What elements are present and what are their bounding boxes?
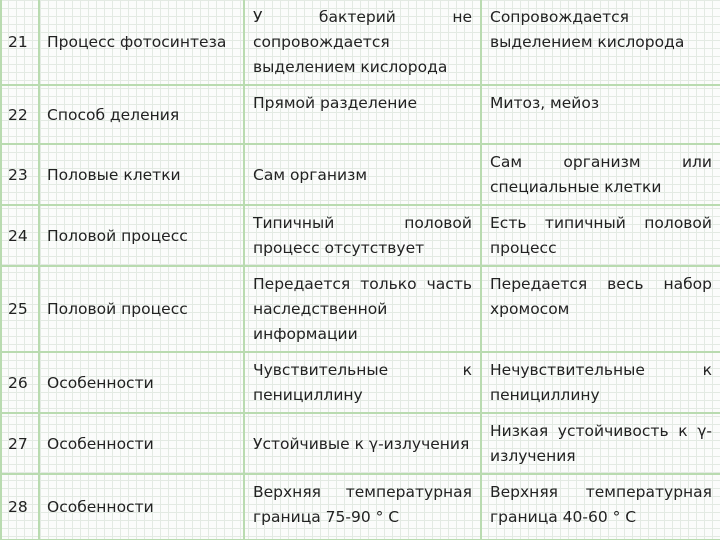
eukaryote-cell	[481, 144, 720, 205]
row-number: 22	[1, 85, 39, 144]
row-number: 26	[1, 352, 39, 413]
bacteria-text: Верхняя температурная граница 75-90 ° С	[253, 483, 472, 526]
eukaryote-cell	[481, 413, 720, 474]
row-number: 23	[1, 144, 39, 205]
feature-name: Способ деления	[39, 85, 244, 144]
table-row	[1, 205, 720, 266]
eukaryote-text: Верхняя температурная граница 40-60 ° С	[490, 483, 712, 526]
table-row	[1, 352, 720, 413]
feature-name: Особенности	[39, 413, 244, 474]
bacteria-text: У бактерий не сопровождается выделением кислорода	[253, 8, 472, 76]
row-number: 28	[1, 474, 39, 540]
bacteria-text: Устойчивые к γ-излучения	[253, 434, 470, 453]
table-row	[1, 413, 720, 474]
bacteria-cell	[244, 266, 481, 352]
bacteria-text: Чувствительные к пенициллину	[253, 361, 472, 404]
eukaryote-cell	[481, 205, 720, 266]
bacteria-cell	[244, 205, 481, 266]
bacteria-cell	[244, 144, 481, 205]
bacteria-cell	[244, 352, 481, 413]
eukaryote-text: Нечувствительные к пенициллину	[490, 361, 712, 404]
feature-name: Процесс фотосинтеза	[39, 0, 244, 85]
feature-name: Особенности	[39, 474, 244, 540]
bacteria-text: Сам организм	[253, 165, 368, 184]
bacteria-cell	[244, 0, 481, 85]
bacteria-text: Прямой разделение	[253, 94, 418, 112]
row-number: 24	[1, 205, 39, 266]
row-number: 21	[1, 0, 39, 85]
eukaryote-cell	[481, 474, 720, 540]
table-row	[1, 266, 720, 352]
eukaryote-text: Передается весь набор хромосом	[490, 275, 712, 318]
feature-name: Половые клетки	[39, 144, 244, 205]
bacteria-cell	[244, 85, 481, 144]
bacteria-cell	[244, 413, 481, 474]
eukaryote-cell	[481, 0, 720, 85]
row-number: 27	[1, 413, 39, 474]
eukaryote-text: Сопровождается выделением кислорода	[490, 8, 685, 51]
bacteria-text: Типичный половой процесс отсутствует	[253, 214, 472, 257]
table-row	[1, 474, 720, 540]
table-row	[1, 144, 720, 205]
eukaryote-text: Сам организм или специальные клетки	[490, 153, 712, 196]
feature-name: Половой процесс	[39, 205, 244, 266]
eukaryote-cell	[481, 266, 720, 352]
feature-name: Особенности	[39, 352, 244, 413]
eukaryote-cell	[481, 85, 720, 144]
table-row	[1, 85, 720, 144]
feature-name: Половой процесс	[39, 266, 244, 352]
eukaryote-text: Митоз, мейоз	[490, 94, 600, 112]
table-row	[1, 0, 720, 85]
eukaryote-cell	[481, 352, 720, 413]
bacteria-cell	[244, 474, 481, 540]
row-number: 25	[1, 266, 39, 352]
bacteria-text: Передается только часть наследственной информации	[253, 275, 472, 343]
eukaryote-text: Есть типичный половой процесс	[490, 214, 712, 257]
eukaryote-text: Низкая устойчивость к γ-излучения	[490, 422, 712, 465]
